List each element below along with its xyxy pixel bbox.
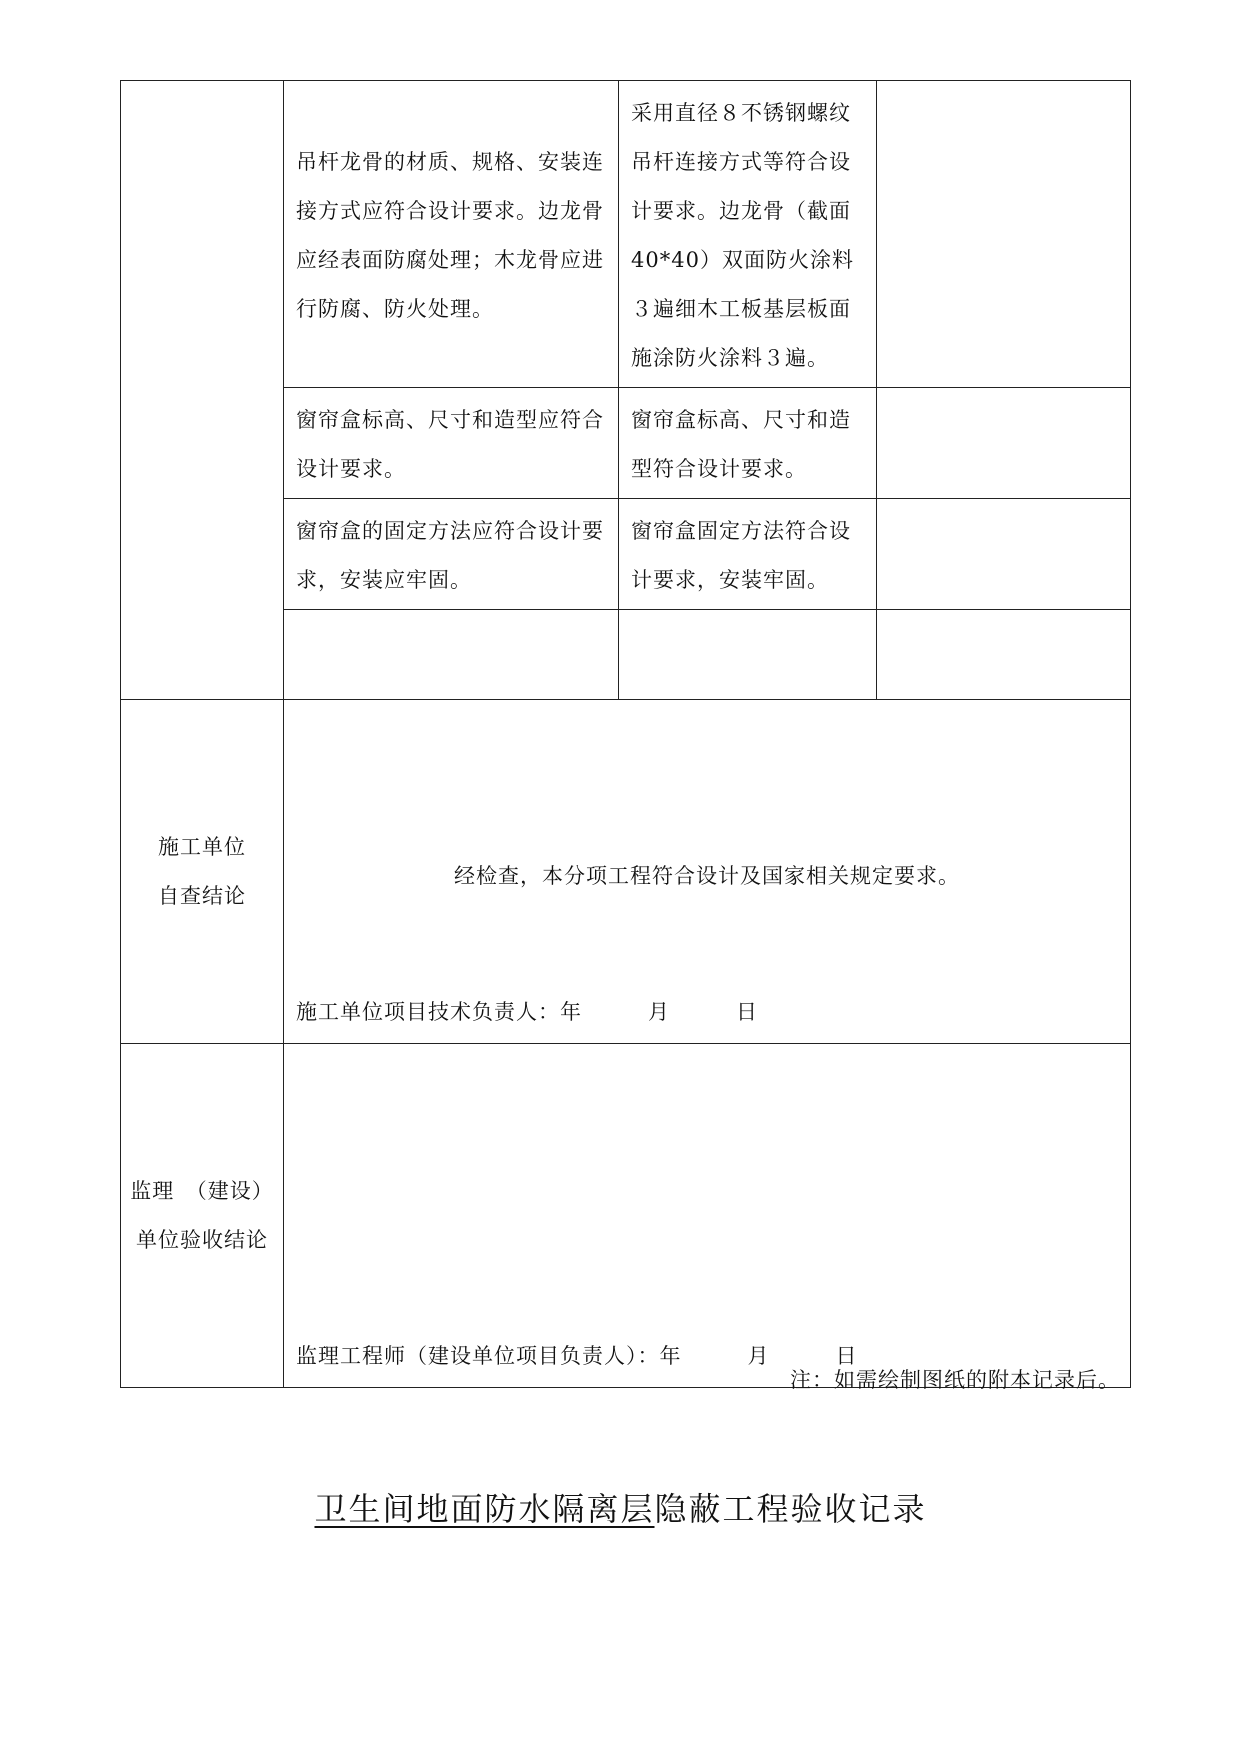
supervisor-label-line2: 单位验收结论 xyxy=(136,1227,268,1252)
contractor-label-line2: 自查结论 xyxy=(158,883,246,908)
requirement-cell xyxy=(284,388,619,499)
category-cell xyxy=(121,81,284,700)
remark-text xyxy=(877,388,1130,400)
requirement-text: 窗帘盒标高、尺寸和造型应符合设计要求。 xyxy=(296,408,604,481)
contractor-signature-line: 施工单位项目技术负责人：年 月 日 xyxy=(296,1000,758,1024)
result-text: 采用直径８不锈钢螺纹吊杆连接方式等符合设计要求。边龙骨（截面40*40）双面防火涂料３遍细木工板基层板面施涂防火涂料３遍。 xyxy=(631,101,854,370)
result-text: 窗帘盒固定方法符合设计要求，安装牢固。 xyxy=(631,519,851,592)
remark-cell xyxy=(877,610,1131,700)
document-title xyxy=(0,1484,1241,1530)
remark-cell xyxy=(877,388,1131,499)
supervisor-signature-line: 监理工程师（建设单位项目负责人）：年 月 日 xyxy=(296,1344,858,1368)
document-title-underlined: 卫生间地面防水隔离层 xyxy=(314,1490,655,1528)
contractor-label-line1: 施工单位 xyxy=(158,834,246,859)
contractor-conclusion-row xyxy=(121,700,1131,1044)
supervisor-label-line1: 监理 （建设） xyxy=(130,1178,274,1203)
remark-cell xyxy=(877,499,1131,610)
result-cell xyxy=(619,388,877,499)
remark-text xyxy=(877,610,1130,622)
requirement-cell xyxy=(284,610,619,700)
inspection-table xyxy=(120,80,1131,1388)
table-row xyxy=(121,81,1131,388)
supervisor-conclusion-row xyxy=(121,1044,1131,1388)
result-text xyxy=(619,610,876,622)
contractor-conclusion-cell xyxy=(284,700,1131,1044)
supervisor-conclusion-cell xyxy=(284,1044,1131,1388)
requirement-cell xyxy=(284,81,619,388)
remark-text xyxy=(877,81,1130,93)
contractor-conclusion-text: 经检查，本分项工程符合设计及国家相关规定要求。 xyxy=(454,864,960,888)
requirement-text: 窗帘盒的固定方法应符合设计要求，安装应牢固。 xyxy=(296,519,604,592)
supervisor-label-cell xyxy=(121,1044,284,1388)
remark-cell xyxy=(877,81,1131,388)
result-text: 窗帘盒标高、尺寸和造型符合设计要求。 xyxy=(631,408,851,481)
remark-text xyxy=(877,499,1130,511)
result-cell xyxy=(619,81,877,388)
requirement-text xyxy=(284,610,618,622)
requirement-cell xyxy=(284,499,619,610)
contractor-label-cell xyxy=(121,700,284,1044)
result-cell xyxy=(619,610,877,700)
document-title-rest: 隐蔽工程验收记录 xyxy=(654,1490,927,1528)
footnote: 注：如需绘制图纸的附本记录后。 xyxy=(790,1368,1120,1392)
requirement-text: 吊杆龙骨的材质、规格、安装连接方式应符合设计要求。边龙骨应经表面防腐处理；木龙骨应进行防腐、防火处理。 xyxy=(296,150,604,321)
result-cell xyxy=(619,499,877,610)
